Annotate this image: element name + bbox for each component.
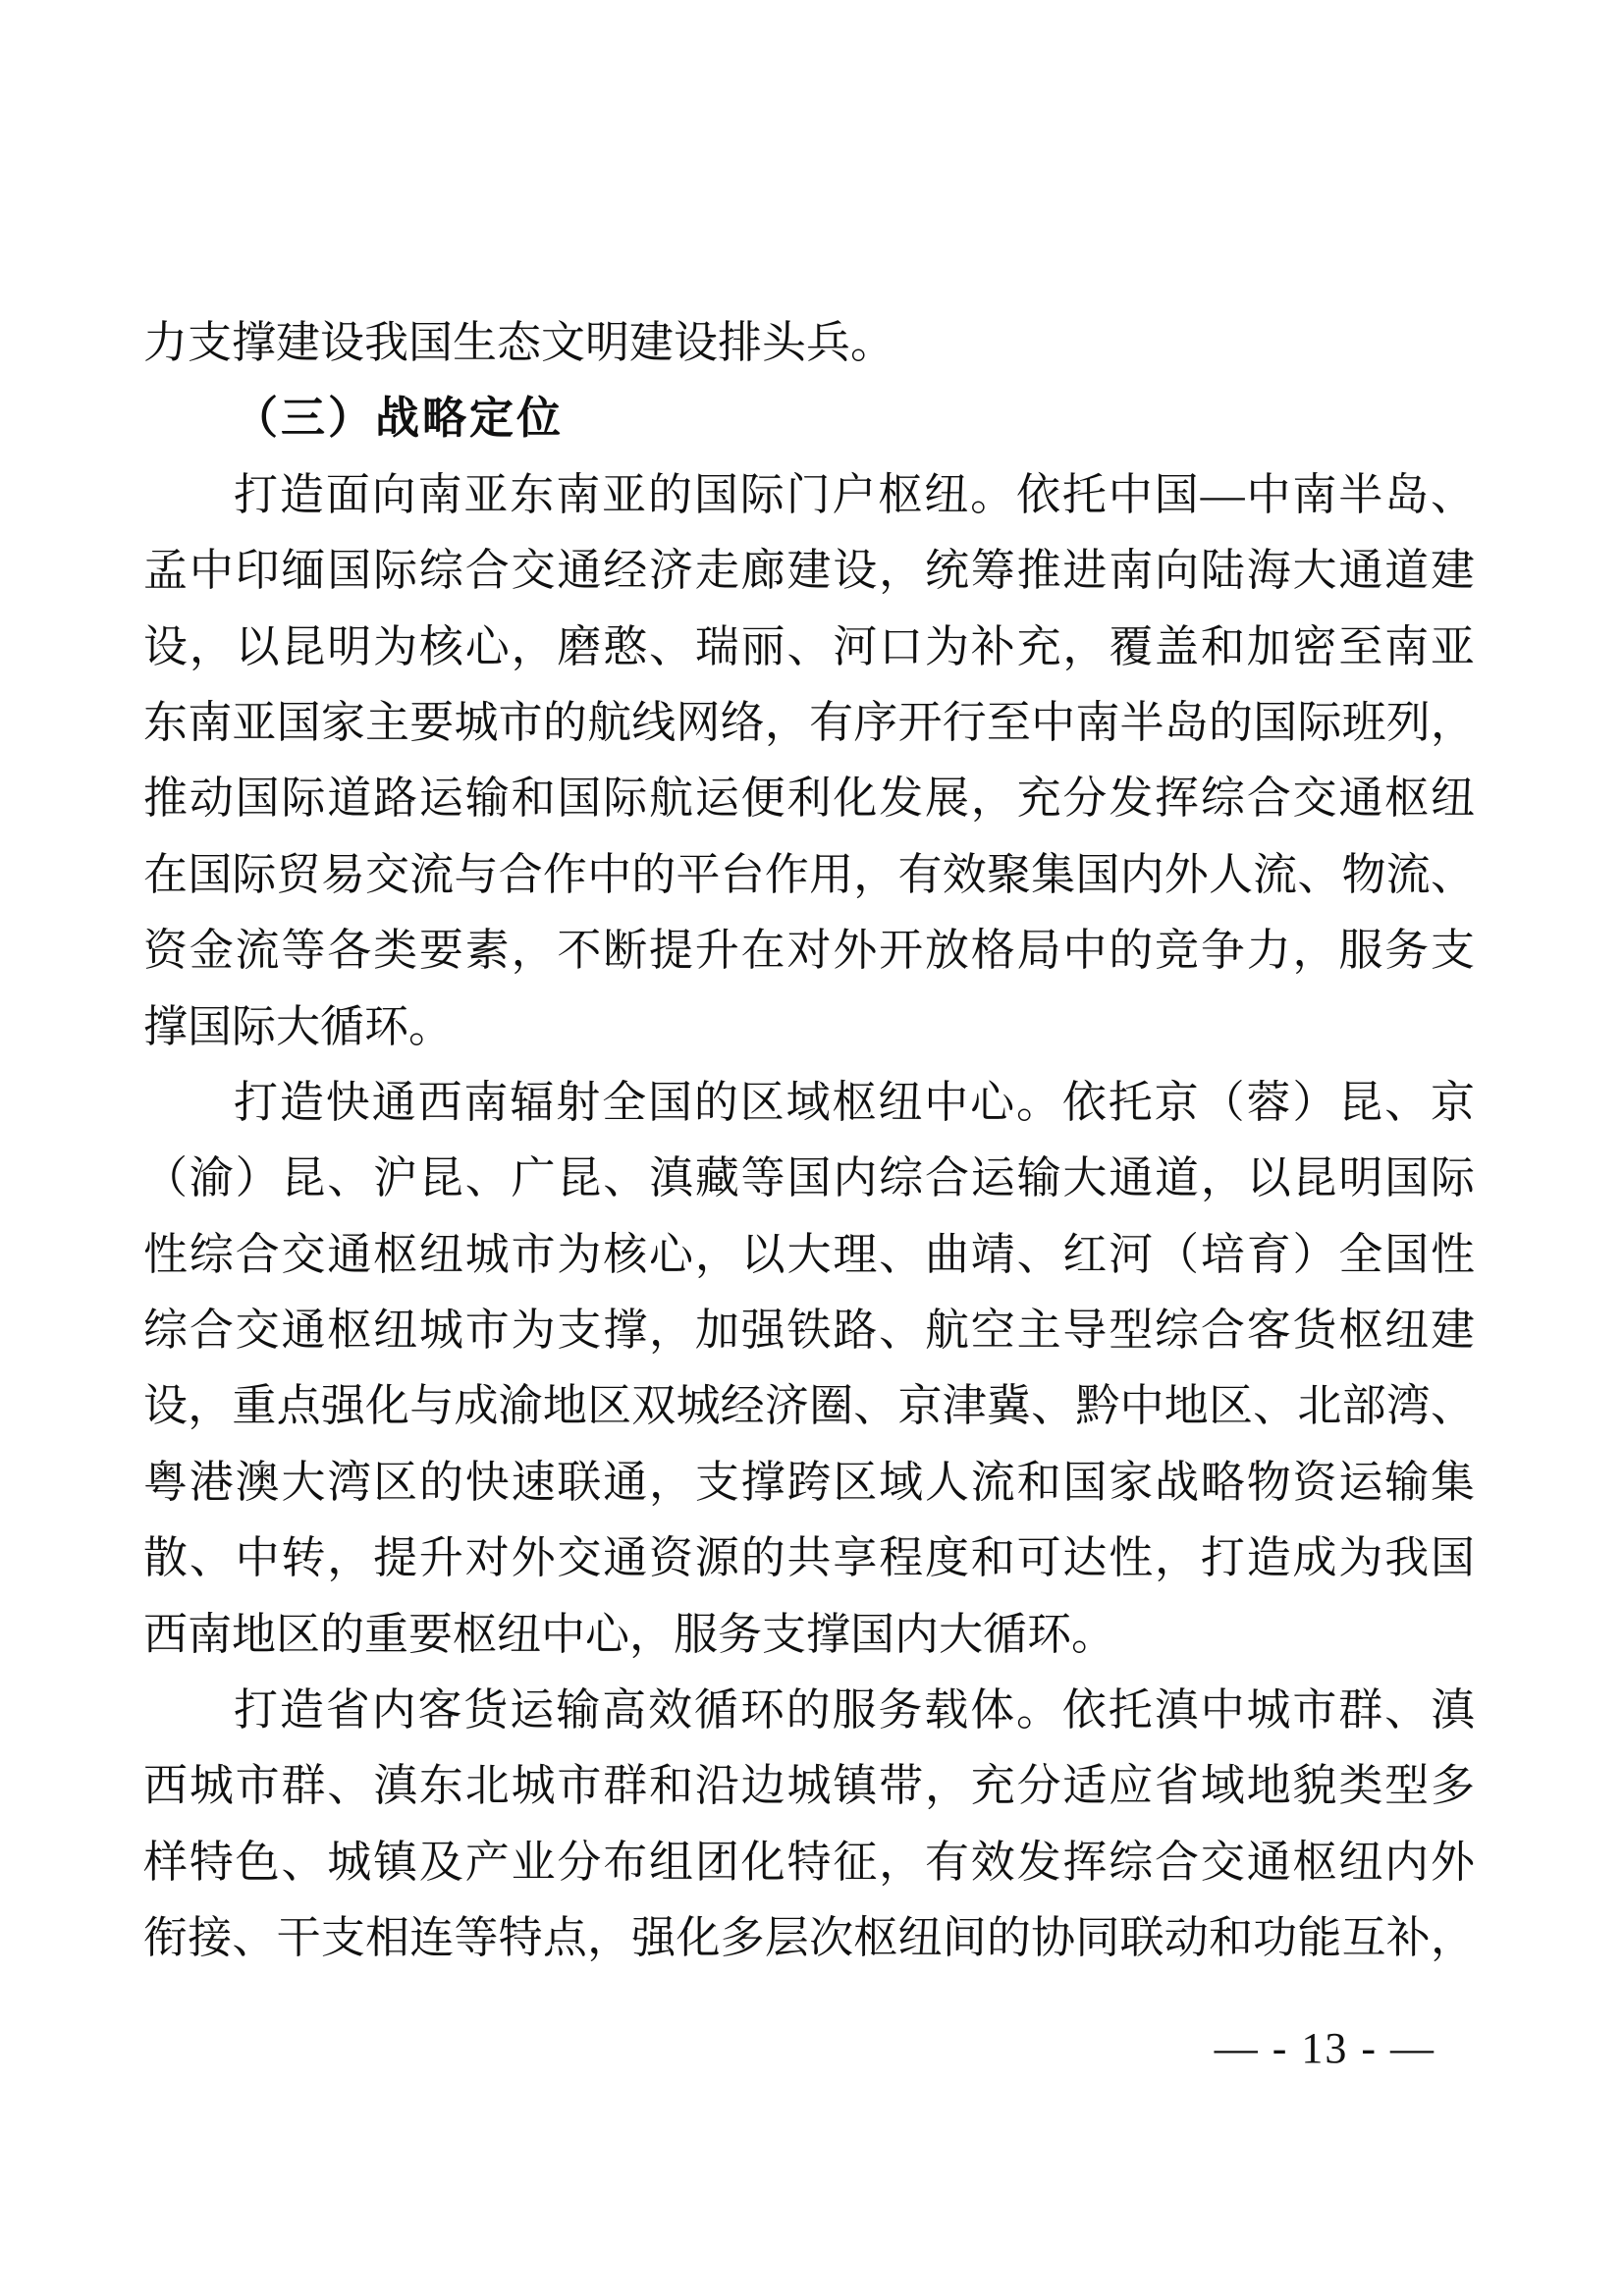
text-line: 散、中转，提升对外交通资源的共享程度和可达性，打造成为我国: [143, 1533, 1475, 1583]
document-body: [143, 305, 1475, 1977]
text-line: （渝）昆、沪昆、广昆、滇藏等国内综合运输大通道，以昆明国际: [143, 1153, 1475, 1203]
text-line: 打造快通西南辐射全国的区域枢纽中心。依托京（蓉）昆、京: [234, 1077, 1475, 1127]
text-line: 孟中印缅国际综合交通经济走廊建设，统筹推进南向陆海大通道建: [143, 546, 1475, 596]
text-line: 性综合交通枢纽城市为核心，以大理、曲靖、红河（培育）全国性: [143, 1229, 1475, 1279]
text-line: 综合交通枢纽城市为支撑，加强铁路、航空主导型综合客货枢纽建: [143, 1306, 1475, 1356]
text-line: 资金流等各类要素，不断提升在对外开放格局中的竞争力，服务支: [143, 926, 1475, 976]
text-line: 样特色、城镇及产业分布组团化特征，有效发挥综合交通枢纽内外: [143, 1837, 1475, 1887]
text-line: 在国际贸易交流与合作中的平台作用，有效聚集国内外人流、物流、: [143, 849, 1475, 899]
text-line: 粤港澳大湾区的快速联通，支撑跨区域人流和国家战略物资运输集: [143, 1457, 1475, 1507]
text-line: 东南亚国家主要城市的航线网络，有序开行至中南半岛的国际班列，: [143, 697, 1475, 747]
text-line: 西城市群、滇东北城市群和沿边城镇带，充分适应省域地貌类型多: [143, 1761, 1475, 1811]
text-line: 打造省内客货运输高效循环的服务载体。依托滇中城市群、滇: [234, 1685, 1475, 1735]
text-line: 设，以昆明为核心，磨憨、瑞丽、河口为补充，覆盖和加密至南亚: [143, 621, 1475, 671]
text-line: 打造面向南亚东南亚的国际门户枢纽。依托中国—中南半岛、: [234, 469, 1475, 519]
text-line: 推动国际道路运输和国际航运便利化发展，充分发挥综合交通枢纽: [143, 774, 1475, 824]
text-line: 力支撑建设我国生态文明建设排头兵。: [143, 318, 895, 367]
text-line: 撑国际大循环。: [143, 1001, 454, 1051]
text-line: 衔接、干支相连等特点，强化多层次枢纽间的协同联动和功能互补，: [143, 1913, 1475, 1963]
text-line: 西南地区的重要枢纽中心，服务支撑国内大循环。: [143, 1609, 1116, 1659]
page-number: — - 13 - —: [1214, 2024, 1435, 2072]
section-heading: （三）战略定位: [234, 394, 565, 444]
text-line: 设，重点强化与成渝地区双城经济圈、京津冀、黔中地区、北部湾、: [143, 1381, 1475, 1431]
